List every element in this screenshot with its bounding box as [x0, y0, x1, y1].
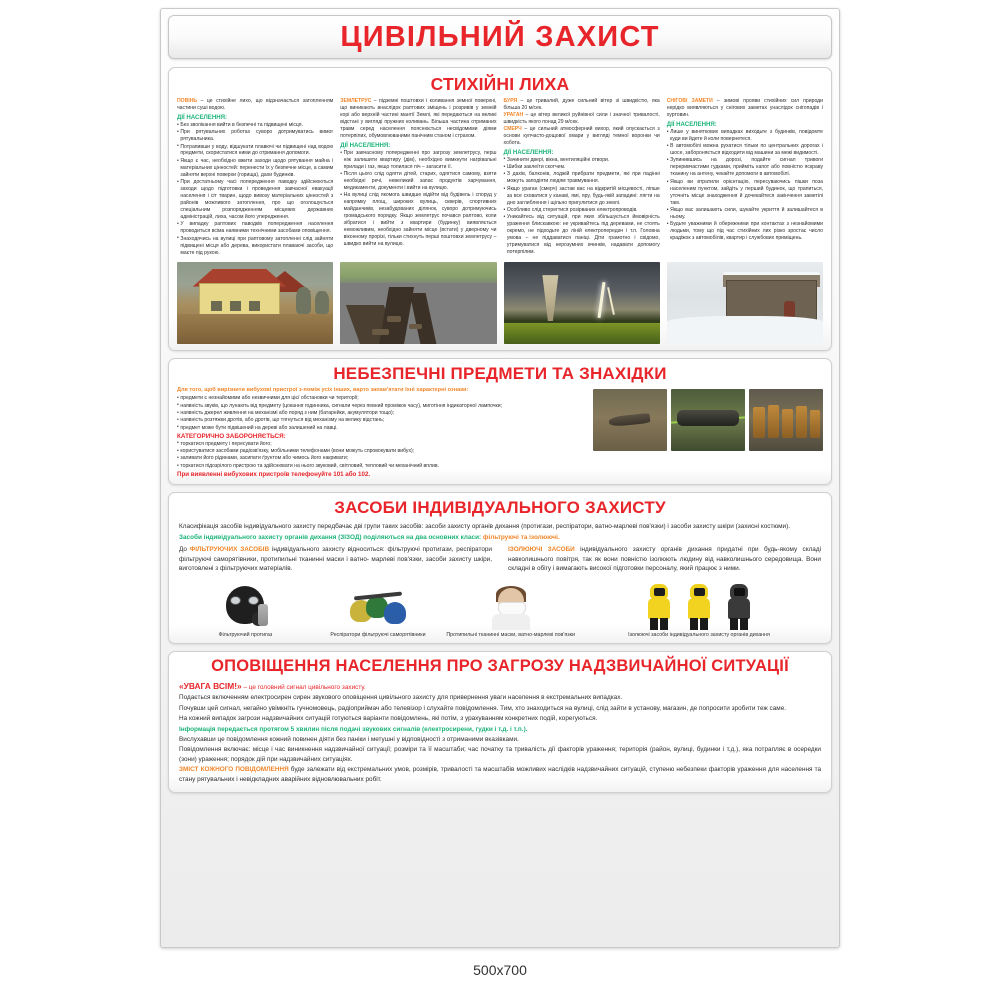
disasters-photo-strip: [177, 262, 823, 344]
isolating-gear-group: [577, 578, 821, 639]
cloth-mask-cell: [444, 578, 577, 639]
list-item: • наявність джерел живлення на механізмі або поряд з ним (батарейки, акумулятори тощо);: [177, 410, 585, 417]
snowdrift-bullets: [667, 129, 823, 242]
protection-two-columns: [179, 545, 821, 572]
respirator-caption: Респіратори фільтруючі саморятівники: [330, 631, 426, 638]
explosives-signs: [177, 395, 585, 431]
snowdrift-subhead: ДІЇ НАСЕЛЕННЯ:: [666, 120, 717, 128]
emergency-phone-line: При виявленні вибухових пристроїв телефонуйте 101 або 102.: [177, 471, 371, 479]
page-title: ЦИВІЛЬНИЙ ЗАХИСТ: [340, 20, 660, 53]
gas-mask-caption: Фільтруючий протигаз: [218, 631, 273, 638]
section-natural-disasters: [168, 67, 832, 351]
list-item: • З дахів, балконів, лоджій прибрати предмети, які при падінні можуть заподіяти людям травмування.: [504, 171, 660, 185]
list-item: • Лише у виняткових випадках виходьте з будинків, повідомте куди ви йдете й коли повернетеся.: [667, 129, 823, 143]
list-item: • заливати його рідинами, засипати ґрунтом або чимось його накривати;: [177, 455, 585, 462]
notification-orange-term: ЗМІСТ КОЖНОГО ПОВІДОМЛЕННЯ: [179, 766, 289, 774]
list-item: • Без зволікання вийти в безпечні та підвищені місця.: [177, 122, 333, 129]
size-label: 500x700: [473, 962, 527, 978]
storm-definition-text: – це тривалий, дуже сильний вітер зі швидкістю, яка більша 20 м/сек.: [503, 98, 660, 112]
filtering-body: індивідуального захисту відноситься: фільтруючі протигази, респіратори фільтруючі саморятівники, протипильні тканинні маски і ватно- марлеві пов'язки, засоби захисту шкіри, виготовлені з фільтруючих матеріалів.: [179, 546, 492, 572]
explosives-intro: Для того, щоб вирізнити вибухові пристрої з-поміж усіх інших, варто запам'ятати їхні характерні ознаки:: [177, 386, 469, 393]
explosives-body: [177, 387, 823, 479]
list-item: • торкатися підозрілого пристрою та здійснювати на нього звуковий, світловий, тепловий чи механічний вплив.: [177, 463, 585, 470]
ordnance-with-wire-photo: [671, 389, 745, 451]
list-item: • наявність звуків, що лунають від предмету (цокання годинника, сигнали через певний проміжок часу), миготіння індикаторної лампочки;: [177, 403, 585, 410]
protection-classes-line: [179, 533, 821, 542]
isolating-body: індивідуального захисту органів дихання придатні при будь-якому складі навколишнього повітря, так як вони повністю ізолюють людину від навколишнього середовища. Вони складні в обігу і вимагають високої підготовки персоналу, який працює з ними.: [508, 546, 822, 572]
storm-subhead: ДІЇ НАСЕЛЕННЯ:: [503, 148, 554, 156]
cloth-mask-caption: Протипильні тканинні маски, ватно-марлеві пов'язки: [446, 631, 575, 638]
list-item: • Будьте уважними й обережними при контактах з незнайомими людьми, тому що під час стихійних лих різко зростає число крадіжок з автомобілів, квартир і службових приміщень.: [667, 221, 823, 242]
filtering-gear-group: [179, 578, 577, 639]
explosives-forbidden-head: КАТЕГОРИЧНО ЗАБОРОНЯЄТЬСЯ:: [177, 433, 286, 441]
list-item: • Якщо є час, необхідно вжити заходи щодо рятування майна і матеріальних цінностей: перенести їх у безпечне місце, а самим зайняти верхні поверхи (горища), дахи будинків.: [177, 158, 333, 179]
flood-definition: [177, 98, 333, 112]
isolating-suits-caption: Ізолюючі засоби індивідуального захисту органів дихання: [628, 631, 770, 638]
protection-classes-green: Засоби індивідуального захисту органів дихання (ЗІЗОД) поділяються на два основних класи:: [179, 534, 482, 542]
disasters-columns: [177, 98, 823, 257]
disaster-column-snowdrift: [667, 98, 823, 257]
signal-name-line: [179, 680, 821, 693]
section-explosives-title: НЕБЕЗПЕЧНІ ПРЕДМЕТИ ТА ЗНАХІДКИ: [333, 363, 667, 383]
earthquake-term: ЗЕМЛЕТРУС: [340, 98, 372, 105]
list-item: • користуватися засобами радіозв'язку, мобільними телефонами (вони можуть спровокувати вибух);: [177, 448, 585, 455]
earthquake-bullets: [340, 150, 496, 248]
flood-bullets: [177, 122, 333, 257]
protection-gear-row: [179, 578, 821, 639]
list-item: • При рятувальних роботах суворо дотримуватись вимог рятувальника.: [177, 129, 333, 143]
earthquake-subhead: ДІЇ НАСЕЛЕННЯ:: [340, 141, 391, 149]
flood-term: ПОВІНЬ: [177, 98, 198, 105]
list-item: • Потрапивши у воду, відшукати плавючі чи підвищені над водою предмети, скористатися ними до отримання допомоги.: [177, 144, 333, 158]
list-item: • Шибки заклеїти скотчем.: [504, 164, 660, 171]
gas-mask-icon: [179, 578, 312, 630]
tornado-term: СМЕРЧ: [503, 126, 522, 133]
snowdrift-definition: [667, 98, 823, 119]
snowdrift-definition-text: – зимові прояви стихійних сил природи нерідко виявляються у снігових заметах унаслідок снігопадів і хуртовин.: [666, 98, 823, 119]
list-item: • При достатньому часі попередження паводку здійснюються заходи щодо підготовки і проведення завчасної евакуації населення і сіт тварин, щодо вивозу матеріальних цінностей з районів можливого затоплення, про що оголошується спеціальним розпорядженням місцевих державних адміністрацій, лиха, часом його упередження.: [177, 179, 333, 221]
explosives-text: [177, 387, 585, 479]
tornado-definition-text: – це сильний атмосферний вихор, який опускається з основи купчасто-дощової хмари у вигляді темної воронки чи хобота.: [503, 126, 660, 147]
storm-definition: [504, 98, 660, 112]
section-dangerous-objects: [168, 358, 832, 486]
list-item: • торкатися предмету і пересувати його;: [177, 441, 585, 448]
tornado-definition: [504, 126, 660, 147]
snowdrift-term: СНІГОВІ ЗАМЕТИ: [666, 98, 713, 105]
list-item: • предмет може бути підвішений на дереві або залишений на лавці.: [177, 425, 585, 432]
notification-line: Подається включенням електросирен сирен звукового оповіщення цивільного захисту для привернення уваги населення в екстремальних випадках.: [179, 694, 623, 702]
list-item: • Після цього слід одягти дітей, старих, одягтися самому, взяти необхідні речі, невеликий запас продуктів харчування, медикаменти, документи і вийти на вулицю.: [340, 171, 496, 192]
storm-bullets: [504, 157, 660, 257]
disaster-column-earthquake: [340, 98, 496, 257]
tornado-photo: [504, 262, 660, 344]
filtering-lead: До: [179, 546, 190, 554]
list-item: • Знаходячись на вулиці при раптовому затопленні слід зайняти підвищені місця або дерева, використати плаваючі засоби, що маєте під рукою.: [177, 236, 333, 257]
earthquake-definition: [340, 98, 496, 140]
notification-line: Вислухавши це повідомлення кожний повинен діяти без паніки і метушні у відповідності з отриманими вказівками.: [179, 735, 519, 743]
hurricane-definition: [504, 112, 660, 126]
list-item: • Уникайтесь від ситуацій, при яких збільшується ймовірність ураження блискавкою: не укривайтесь під деревами, не стоять окремо, не підходьте до ліній електропередач і т.п. Головна умова – не піддаватися паніці. Діти грамотно і свідомо, утримуватися від нерозумних вчинків, надавати допомогу потерпілим.: [504, 214, 660, 256]
notification-content-line: [179, 765, 821, 784]
protection-classes-orange: фільтруючі та ізолюючі.: [481, 534, 560, 542]
filtering-term: ФІЛЬТРУЮЧИХ ЗАСОБІВ: [189, 546, 270, 554]
protection-paragraph-1: Класифікація засобів індивідуального захисту передбачає дві групи таких засобів: засоби захисту органів дихання (протигази, респіратори, ватно-марлеві пов'язки) і засоби захисту шкіри (захисні костюми).: [179, 523, 791, 531]
list-item: • На вулиці слід якомога швидше відійти від будівель і споруд у напрямку площ, широких вулиць, скверів, спортивних майданчиків, незабудованих ділянок, суворо дотримуючись громадського порядку. Якщо землетрус почався раптово, коли зібратися і вийти з квартири (будинку) виявляється неможливим, необхідно зайняти місце (встати) у дверному чи віконному прорізі, тільки стихнуть перші поштовхи землетрусу – швидко вийти на вулицю.: [340, 192, 496, 248]
gas-mask-cell: [179, 578, 312, 639]
explosives-photo-strip: [593, 387, 823, 479]
list-item: • Зачинити двері, вікна, вентиляційні отвори.: [504, 157, 660, 164]
signal-description: – це головний сигнал цивільного захисту.: [241, 683, 366, 691]
poster-board: [160, 8, 840, 948]
respirator-cell: [312, 578, 445, 639]
respirator-icon: [312, 578, 445, 630]
section-personal-protection: [168, 492, 832, 643]
notification-line: Почувши цей сигнал, негайно увімкніть гучномовець, радіоприймач або телевізор і слухайте повідомлення. Тим, хто знаходиться на вулиці, слід зайти в установу, магазин, де попросити зробити теж саме.: [179, 704, 787, 712]
unexploded-shell-photo: [593, 389, 667, 451]
earthquake-road-photo: [340, 262, 496, 344]
list-item: • Якщо вас залишають сили, шукайте укриття й залишайтеся в ньому.: [667, 207, 823, 221]
signal-name: «УВАГА ВСІМ!»: [179, 680, 242, 691]
list-item: • Якщо ви втратили орієнтацію, пересуваючись пішки поза населеним пунктом, зайдіть у перший будинок, що трапиться, уточніть місце знаходження й дочекайтеся закінчення заметілі там.: [667, 179, 823, 207]
snowdrift-photo: [667, 262, 823, 344]
cloth-mask-icon: [444, 578, 577, 630]
list-item: • В автомобілі можна рухатися тільки по центральних дорогах і шосе, забороняється відходити від машини за межі видимості.: [667, 143, 823, 157]
list-item: • При завчасному попередженні про загрозу землетрусу, перш ніж залишити квартиру (дім), необхідно вимкнути нагрівальні прилади і газ, якщо топилася піч – загасити її.: [340, 150, 496, 171]
isolating-means-block: [508, 545, 821, 572]
list-item: • наявність розтяжки дротів, або дротів, що тягнуться від механізму на велику відстань;: [177, 417, 585, 424]
ammunition-cache-photo: [749, 389, 823, 451]
storm-term: БУРЯ: [503, 98, 518, 105]
earthquake-definition-text: – підземні поштовхи і коливання земної поверхні, що виникають внаслідок раптових зміщень і розривів у земній корі або верхній частині мантії Землі, які передаються на великі відстані у вигляді пружних коливань. Більша частина отриманих травм серед населення пояснюється несвідомими діями потерпілих, обумовлюваними панічним станом і страхом.: [340, 98, 497, 140]
list-item: • У випадку раптових паводків попередження населення проводиться всіма наявними технічними засобами оповіщення.: [177, 221, 333, 235]
explosives-forbidden-list: [177, 441, 585, 470]
section-disasters-title: СТИХІЙНІ ЛИХА: [430, 74, 570, 94]
disaster-column-flood: [177, 98, 333, 257]
notification-line: На кожний випадок загрози надзвичайних ситуацій готуються варіанти повідомлень, які потім, з урахуванням конкретних подій, корегуються.: [179, 715, 598, 723]
section-protection-title: ЗАСОБИ ІНДИВІДУАЛЬНОГО ЗАХИСТУ: [334, 498, 666, 518]
list-item: • Зупинившись на дорозі, подайте сигнал тривоги переривчастими гудками, прийміть капот або повністю яскраву тканину на антену, чекайте допомоги в автомобілі.: [667, 157, 823, 178]
isolating-suits-icon: [646, 578, 752, 630]
hurricane-term: УРАГАН: [503, 112, 524, 119]
disaster-column-storm: [504, 98, 660, 257]
flood-photo: [177, 262, 333, 344]
notification-orange-rest: буде залежати від екстремальних умов, розмірів, тривалості та масштабів можливих наслідків надзвичайних ситуацій, ступеню небезпеки факторів ураження для населення та стану рятувальних і невідкладних аварійних відновлювальних робіт.: [179, 766, 822, 784]
flood-definition-text: – це стихійне лихо, що відзначається затопленням частини суші водою.: [177, 98, 334, 112]
filtering-means-block: [179, 545, 492, 572]
list-item: • Особливо слід стерегтися розірваних електропроводів.: [504, 207, 660, 214]
flood-subhead: ДІЇ НАСЕЛЕННЯ:: [177, 113, 228, 121]
section-notification: [168, 651, 832, 794]
hurricane-definition-text: – це вітер великої руйнівної сили і значної тривалості, швидкість якого понад 29 м/сек.: [503, 112, 660, 126]
poster-title-bar: [168, 15, 832, 59]
section-notification-title: ОПОВІЩЕННЯ НАСЕЛЕННЯ ПРО ЗАГРОЗУ НАДЗВИЧАЙНОЇ СИТУАЦІЇ: [211, 656, 789, 675]
list-item: • предмети є незнайомими або незвичними для цієї обстановки чи території;: [177, 395, 585, 402]
list-item: • Якщо ураган (смерч) застав вас на відкритій місцевості, ліпше за все сховатися у канаві, ямі, яру, будь-якій западині: лягти на дно заглиблення і щільно пригулитися до землі.: [504, 186, 660, 207]
isolating-term: ІЗОЛЮЮЧІ ЗАСОБИ: [508, 546, 575, 554]
notification-green-line: Інформація передається протягом 5 хвилин після подачі звукових сигналів (електросирени, гудки і т.д. і т.п.).: [179, 725, 528, 733]
notification-line: Повідомлення включає: місце і час виникнення надзвичайної ситуації; розміри та її масштаби; час початку та тривалість дії факторів ураження; територія (район, вулиці, будинки і т.д.), яка потрапляє в осередки (зони) ураження; порядок дій при надзвичайних ситуаціях.: [179, 746, 821, 763]
